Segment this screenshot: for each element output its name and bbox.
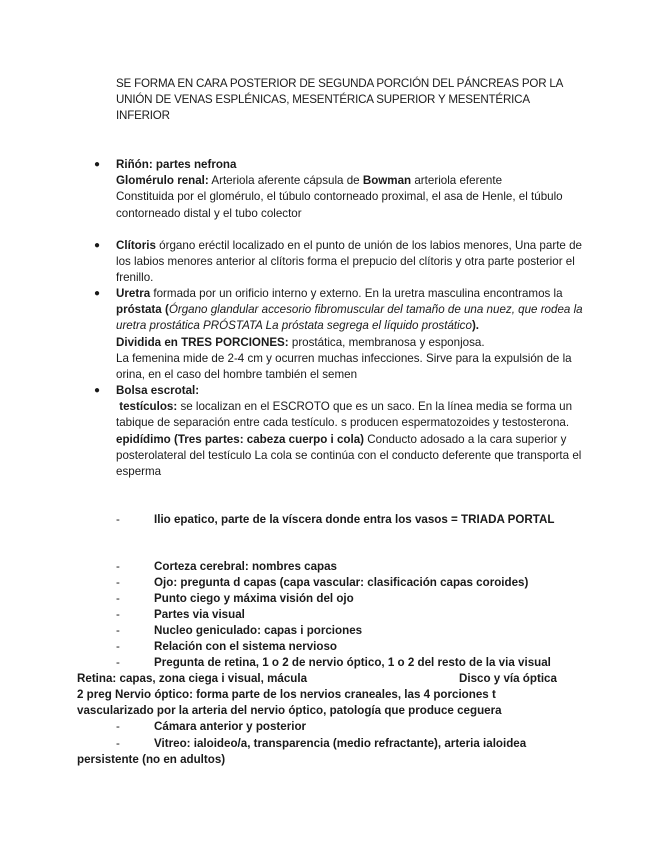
dash-item-camara: Cámara anterior y posterior [154, 720, 307, 733]
disco-line: Disco y vía óptica [459, 672, 557, 685]
bullet-rinon: ● [94, 159, 101, 170]
dash-item-relacion: Relación con el sistema nervioso [154, 640, 337, 653]
clitoris-text: órgano eréctil localizado en el punto de unión de los labios menores, Una parte de los labios menores anterior al clítoris forma el prepucio del clítoris y otra parte posterior el frenillo. [116, 239, 582, 285]
dash-marker: - [116, 560, 120, 573]
uretra-text: formada por un orificio interno y externo. En la uretra masculina encontramos la [150, 287, 563, 300]
dash-hilio: - [116, 513, 120, 526]
retina-line: Retina: capas, zona ciega i visual, mácula [77, 672, 308, 685]
dash-item-punto-ciego: Punto ciego y máxima visión del ojo [154, 592, 354, 605]
dash-marker: - [116, 737, 120, 750]
glomerulo-label: Glomérulo renal: [116, 174, 209, 188]
bullet-uretra: ● [94, 288, 101, 299]
femenina-text: La femenina mide de 2-4 cm y ocurren muchas infecciones. Sirve para la expulsión de la orina, en el caso del hombre también el semen [116, 351, 572, 382]
dividida-label: Dividida en TRES PORCIONES: [116, 335, 289, 349]
dash-item-via-visual: Partes via visual [154, 608, 245, 621]
uretra-section [116, 286, 588, 383]
vitreo-continuation: persistente (no en adultos) [77, 753, 226, 766]
rinon-description: Constituida por el glomérulo, el túbulo contorneado proximal, el asa de Henle, el túbulo contorneado distal y el tubo colector [116, 190, 563, 220]
bolsa-section [116, 383, 588, 480]
dash-item-corteza: Corteza cerebral: nombres capas [154, 560, 337, 573]
dash-item-nucleo: Nucleo geniculado: capas i porciones [154, 624, 363, 637]
rinon-heading: Riñón: partes nefrona [116, 158, 237, 171]
nervio-line-2: vascularizado por la arteria del nervio óptico, patología que produce ceguera [77, 704, 502, 717]
dash-item-vitreo: Vitreo: ialoideo/a, transparencia (medio refractante), arteria ialoidea [154, 737, 527, 750]
bowman-term: Bowman [362, 174, 412, 188]
nervio-line-1: 2 preg Nervio óptico: forma parte de los nervios craneales, las 4 porciones t [77, 688, 496, 701]
prostata-term: próstata ( [116, 303, 169, 317]
dash-marker: - [116, 576, 120, 589]
epididimo-label: epidídimo (Tres partes: cabeza cuerpo i cola) [116, 432, 365, 446]
epididimo-text: Conducto adosado a la cara superior y posterolateral del testículo La cola se continúa con el conducto deferente que transporta el esperma [116, 432, 582, 479]
rinon-section [116, 157, 588, 222]
glomerulo-text-a: Arteriola aferente cápsula de [208, 174, 363, 188]
clitoris-section [116, 238, 588, 287]
intro-paragraph: SE FORMA EN CARA POSTERIOR DE SEGUNDA PORCIÓN DEL PÁNCREAS POR LA UNIÓN DE VENAS ESPLÉNICAS, MESENTÉRICA SUPERIOR Y MESENTÉRICA INFERIOR [116, 77, 563, 123]
dash-marker: - [116, 608, 120, 621]
bullet-bolsa: ● [94, 385, 101, 396]
dash-marker: - [116, 720, 120, 733]
clitoris-heading: Clítoris [116, 239, 156, 252]
dash-marker: - [116, 624, 120, 637]
uretra-heading: Uretra [116, 287, 151, 300]
dash-item-ojo: Ojo: pregunta d capas (capa vascular: clasificación capas coroides) [154, 576, 529, 589]
glomerulo-text-b: arteriola eferente [411, 174, 503, 188]
dash-marker: - [116, 656, 120, 669]
prostata-close: ). [471, 319, 480, 333]
dash-marker: - [116, 592, 120, 605]
dash-marker: - [116, 640, 120, 653]
testiculos-text: se localizan en el ESCROTO que es un saco. En la línea media se forma un tabique de separación entre cada testículo. s producen espermatozoides y testosterona. [116, 400, 573, 430]
hilio-item: Ilio epatico, parte de la víscera donde entra los vasos = TRIADA PORTAL [154, 513, 555, 526]
prostata-italic-note: Órgano glandular accesorio fibromuscular del tamaño de una nuez, que rodea la uretra prostática PRÓSTATA La próstata segrega el líquido prostático [116, 303, 583, 333]
dash-item-retina-pregunta: Pregunta de retina, 1 o 2 de nervio óptico, 1 o 2 del resto de la via visual [154, 656, 551, 669]
dividida-text: prostática, membranosa y esponjosa. [288, 335, 485, 349]
testiculos-label: testículos: [119, 400, 178, 414]
bullet-clitoris: ● [94, 240, 101, 251]
bolsa-heading: Bolsa escrotal: [116, 384, 200, 397]
